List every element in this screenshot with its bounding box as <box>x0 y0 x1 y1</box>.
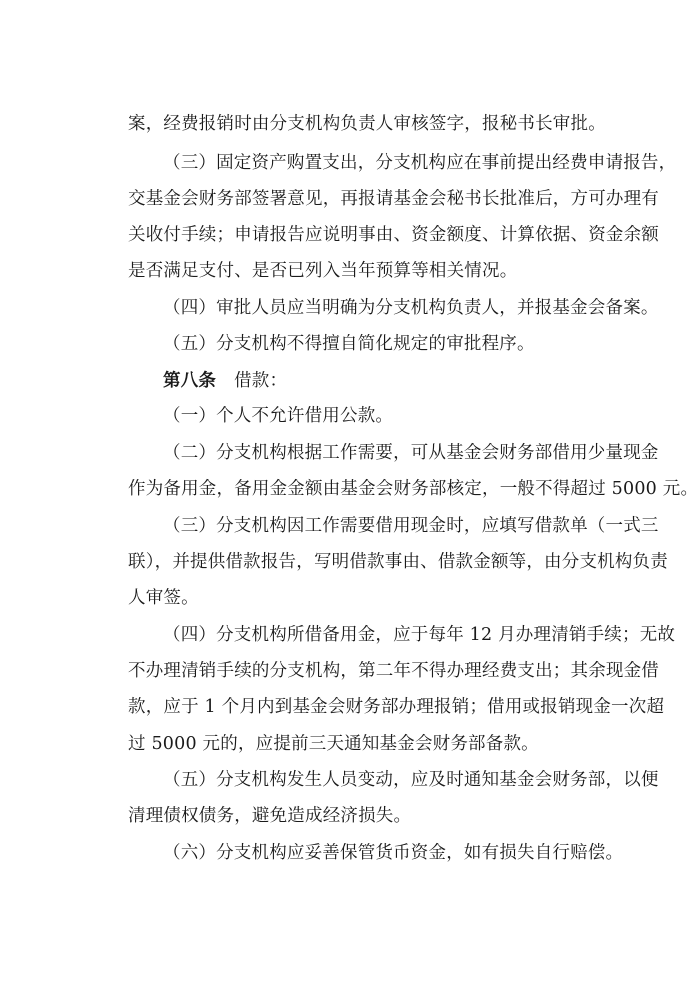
text-line: 人审签。 <box>128 588 199 608</box>
article-label: 第八条 <box>163 371 217 391</box>
text-line: 不办理清销手续的分支机构，第二年不得办理经费支出；其余现金借 <box>128 661 659 681</box>
text-line: 案，经费报销时由分支机构负责人审核签字，报秘书长审批。 <box>128 114 606 134</box>
text-line: 清理债权债务，避免造成经济损失。 <box>128 806 412 826</box>
text-line: （三）分支机构因工作需要借用现金时，应填写借款单（一式三 <box>163 516 659 536</box>
text-line: 是否满足支付、是否已列入当年预算等相关情况。 <box>128 261 518 281</box>
text-line: （一）个人不允许借用公款。 <box>163 406 394 426</box>
text-line: （六）分支机构应妥善保管货币资金，如有损失自行赔偿。 <box>163 843 624 863</box>
text-line: 交基金会财务部签署意见，再报请基金会秘书长批准后，方可办理有 <box>128 189 659 209</box>
text-line: 关收付手续；申请报告应说明事由、资金额度、计算依据、资金余额 <box>128 225 659 245</box>
article-heading <box>163 370 287 392</box>
text-line: （四）分支机构所借备用金，应于每年 12 月办理清销手续；无故 <box>163 625 676 645</box>
text-line: （三）固定资产购置支出，分支机构应在事前提出经费申请报告， <box>163 153 677 173</box>
text-line: 作为备用金，备用金金额由基金会财务部核定，一般不得超过 5000 元。 <box>128 479 699 499</box>
text-line: （四）审批人员应当明确为分支机构负责人，并报基金会备案。 <box>163 298 659 318</box>
text-line: （二）分支机构根据工作需要，可从基金会财务部借用少量现金 <box>163 443 659 463</box>
text-line: （五）分支机构不得擅自简化规定的审批程序。 <box>163 334 535 354</box>
text-line: （五）分支机构发生人员变动，应及时通知基金会财务部，以便 <box>163 770 659 790</box>
text-line: 过 5000 元的，应提前三天通知基金会财务部备款。 <box>128 734 539 754</box>
article-title: 借款： <box>234 371 288 391</box>
text-line: 联），并提供借款报告，写明借款事由、借款金额等，由分支机构负责 <box>128 552 668 572</box>
text-line: 款，应于 1 个月内到基金会财务部办理报销；借用或报销现金一次超 <box>128 697 665 717</box>
